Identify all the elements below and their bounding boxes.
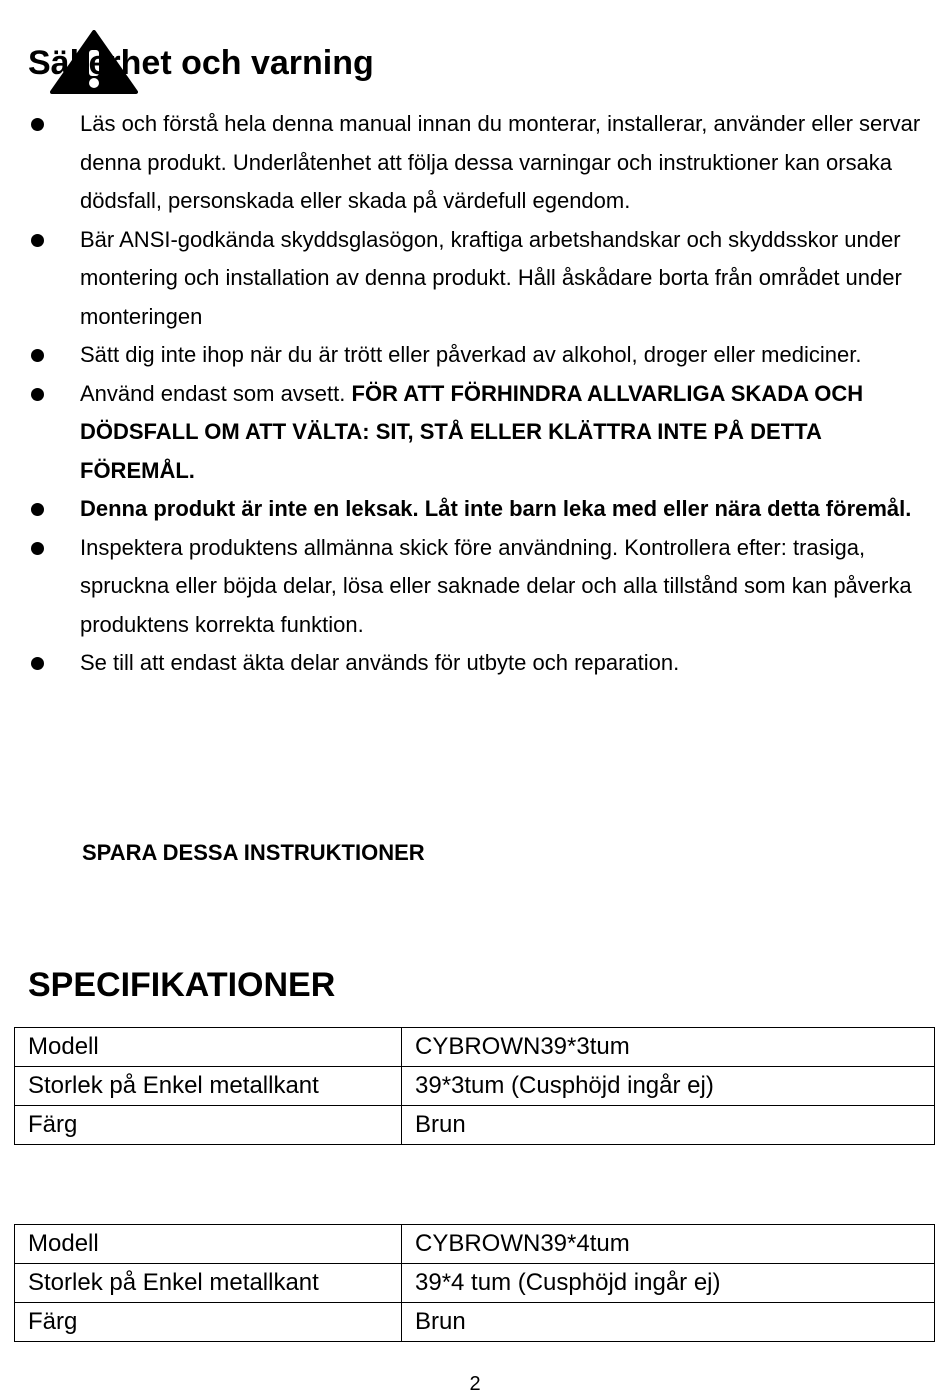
spec-value-cell: CYBROWN39*3tum <box>402 1028 935 1067</box>
bullet-icon <box>31 118 44 131</box>
table-row <box>15 1303 935 1342</box>
spec-key-cell: Storlek på Enkel metallkant <box>15 1264 402 1303</box>
bullet-icon <box>31 657 44 670</box>
list-item <box>0 336 950 375</box>
safety-warning-list <box>0 105 950 683</box>
table-row <box>15 1264 935 1303</box>
spec-key-cell: Färg <box>15 1303 402 1342</box>
list-item <box>0 221 950 337</box>
bullet-text: Se till att endast äkta delar används för utbyte och reparation. <box>80 650 680 675</box>
bullet-icon <box>31 542 44 555</box>
spec-value-cell: Brun <box>402 1303 935 1342</box>
spec-value-cell: 39*4 tum (Cusphöjd ingår ej) <box>402 1264 935 1303</box>
bullet-bold-text: FÖR ATT FÖRHINDRA ALLVARLIGA SKADA OCH DÖDSFALL OM ATT VÄLTA: SIT, STÅ ELLER KLÄTTRA INTE PÅ DETTA FÖREMÅL. <box>80 380 864 483</box>
list-item <box>0 644 950 683</box>
spec-key-cell: Modell <box>15 1225 402 1264</box>
spec-value-cell: 39*3tum (Cusphöjd ingår ej) <box>402 1067 935 1106</box>
bullet-icon <box>31 234 44 247</box>
spec-table <box>14 1027 935 1145</box>
spec-value-cell: Brun <box>402 1106 935 1145</box>
specifications-heading: SPECIFIKATIONER <box>28 966 336 1004</box>
bullet-icon <box>31 349 44 362</box>
spec-key-cell: Färg <box>15 1106 402 1145</box>
bullet-icon <box>31 388 44 401</box>
page-title: Säkerhet och varning <box>28 44 374 82</box>
bullet-text: Använd endast som avsett. <box>80 380 352 406</box>
list-item <box>0 105 950 221</box>
list-item <box>0 375 950 491</box>
bullet-icon <box>31 503 44 516</box>
bullet-text: Sätt dig inte ihop när du är trött eller påverkad av alkohol, droger eller mediciner. <box>80 342 862 367</box>
page-number: 2 <box>469 1373 481 1395</box>
spec-value-cell: CYBROWN39*4tum <box>402 1225 935 1264</box>
bullet-text: Läs och förstå hela denna manual innan du monterar, installerar, använder eller servar denna produkt. Underlåtenhet att följa dessa varningar och instruktioner kan orsaka dödsfall, personskada eller skada på värdefull egendom. <box>80 111 921 213</box>
bullet-text: Bär ANSI-godkända skyddsglasögon, kraftiga arbetshandskar och skyddsskor under montering och installation av denna produkt. Håll åskådare borta från området under monteringen <box>80 226 902 329</box>
list-item <box>0 490 950 529</box>
list-item <box>0 529 950 645</box>
table-row <box>15 1067 935 1106</box>
table-row <box>15 1106 935 1145</box>
table-row <box>15 1225 935 1264</box>
spec-table <box>14 1224 935 1342</box>
table-row <box>15 1028 935 1067</box>
save-instructions-note: SPARA DESSA INSTRUKTIONER <box>82 840 425 865</box>
spec-key-cell: Storlek på Enkel metallkant <box>15 1067 402 1106</box>
bullet-bold-text: Denna produkt är inte en leksak. Låt inte barn leka med eller nära detta föremål. <box>80 496 912 521</box>
spec-key-cell: Modell <box>15 1028 402 1067</box>
bullet-text: Inspektera produktens allmänna skick före användning. Kontrollera efter: trasiga, spruckna eller böjda delar, lösa eller saknade delar och alla tillstånd som kan påverka produktens korrekta funktion. <box>80 534 912 637</box>
